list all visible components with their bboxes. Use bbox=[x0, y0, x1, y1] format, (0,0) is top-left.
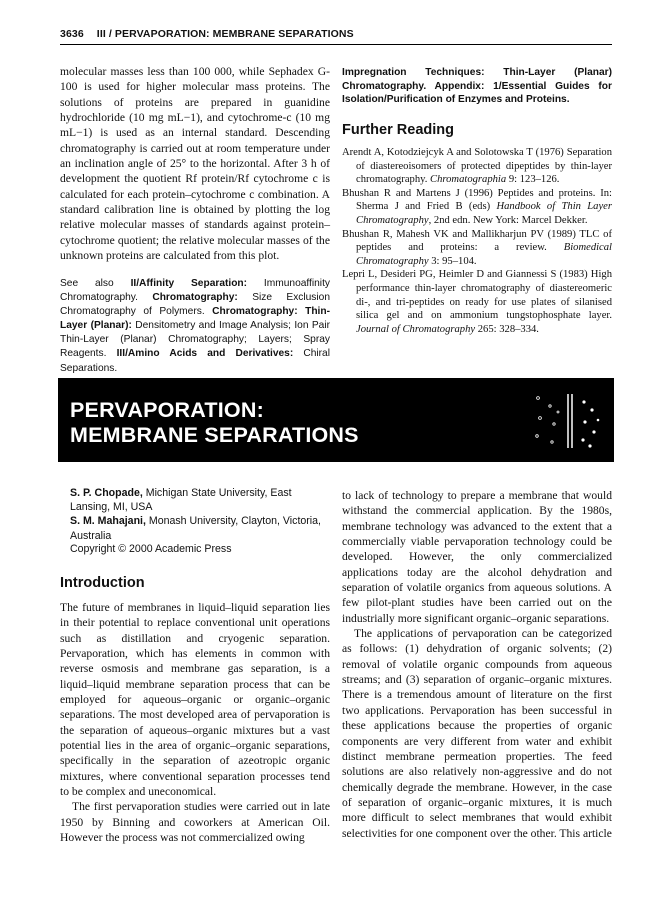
reference-journal: Handbook of Thin Layer Chromatography bbox=[356, 201, 612, 226]
author-affiliation: Michigan State University, East Lansing, MI, USA bbox=[70, 487, 292, 514]
running-title: III / PERVAPORATION: MEMBRANE SEPARATIONS bbox=[96, 28, 354, 40]
article-title bbox=[70, 398, 359, 447]
author-affiliation: Monash University, Clayton, Victoria, Australia bbox=[70, 515, 321, 542]
reference-journal: Journal of Chromatography bbox=[356, 323, 476, 335]
further-reading-heading: Further Reading bbox=[342, 122, 454, 138]
article-title-line: MEMBRANE SEPARATIONS bbox=[70, 422, 359, 447]
paragraph: molecular masses less than 100 000, while Sephadex G-100 is used for higher molecular mass proteins. The solutions of proteins are prepared in guanidine hydrochloride (10 mg mL−1), and cytochrome-c (10 mg mL−1) is used as an internal standard. Descending chromatography is carried out at room temperature under an inclination angle of 25° to the horizontal. After 3 h of development the quotient Rf protein/Rf cytochrome c is calculated for each protein–cytochrome c combination. A standard calibration line is obtained by plotting the log relative molecular masses of standards against protein–cytochrome quotient; the relative molecular masses of the unknown proteins are calculated from this plot. bbox=[60, 65, 330, 263]
paragraph: to lack of technology to prepare a membrane that would withstand the commercial application. By the 1980s, membrane technology was advanced to the extent that a commercially viable pervaporation technology could be developed. However, the only commercialized applications today are the alcohol dehydration and separation of volatile organics from aqueous solutions. A few pilot-plant studies have been carried out on the industrially more significant organic–organic separations. bbox=[342, 489, 612, 625]
author-entry bbox=[70, 486, 330, 514]
reference-tail: 265: 328–334. bbox=[475, 323, 539, 335]
reference-text: Lepri L, Desideri PG, Heimler D and Giannessi S (1983) High performance thin-layer chromatography of diastereomeric di-, and tri-peptides on ready for use plates of silanised silica gel and on ammonium tungstophosphate layer. bbox=[342, 269, 612, 322]
article-title-line: PERVAPORATION: bbox=[70, 398, 264, 422]
reference-list bbox=[342, 146, 612, 336]
author-entry bbox=[70, 514, 330, 542]
reference-tail: 9: 123–126. bbox=[506, 174, 560, 186]
paragraph: The applications of pervaporation can be categorized as follows: (1) dehydration of organic solvents; (2) removal of volatile organic compounds from aqueous streams; and (3) separation of organic–organic mixtures. There is a tremendous amount of literature on the first two applications. Pervaporation has been successful in these applications because the properties of organic components are very different from water and exhibit distinct membrane permeation properties. The feed solutions are also relatively non-aggressive and do not chemically degrade the membrane. However, in the case of separation of organic–organic mixtures, it is much more difficult to select membranes that would exhibit selectivities for one component over the other. This article bbox=[342, 627, 612, 840]
paragraph: The future of membranes in liquid–liquid separation lies in their potential to replace conventional unit operations such as distillation and cryogenic separation. Pervaporation, which has elements in common with reverse osmosis and membrane gas separation, is a liquid–liquid membrane separation process that can be employed for aqueous–organic or organic–organic separations. The most developed area of pervaporation is the separation of aqueous–organic mixtures but a vast potential lies in the area of organic–organic separations, specifically in the separation of azeotropic organic mixtures, where conventional separation processes tend to be complex and uneconomical. bbox=[60, 601, 330, 799]
see-also-link[interactable]: Chromatography: Thin-Layer (Planar): bbox=[60, 306, 330, 332]
reference-item bbox=[342, 187, 612, 228]
previous-article-text bbox=[60, 64, 330, 263]
header-rule bbox=[60, 44, 612, 45]
introduction-continued-text bbox=[342, 488, 612, 841]
running-header bbox=[60, 28, 612, 40]
reference-text: Bhushan R and Martens J (1996) Peptides and proteins. In: Sherma J and Fried B (eds) bbox=[342, 187, 612, 213]
see-also-lead: See also bbox=[60, 278, 114, 289]
author-name: S. M. Mahajani, bbox=[70, 515, 146, 528]
reference-journal: Chromatographia bbox=[430, 174, 507, 186]
see-also-continuation[interactable]: Impregnation Techniques: Thin-Layer (Planar) Chromatography. Appendix: 1/Essential Guides for Isolation/Purification of Enzymes and Proteins. bbox=[342, 67, 612, 106]
page-number: 3636 bbox=[60, 28, 84, 40]
author-name: S. P. Chopade, bbox=[70, 487, 143, 499]
see-also-link[interactable]: Chromatography: bbox=[137, 292, 238, 304]
membrane-logo-icon bbox=[528, 388, 608, 454]
see-also-text: Chiral Separations. bbox=[60, 348, 330, 374]
introduction-text bbox=[60, 600, 330, 846]
reference-tail: 3: 95–104. bbox=[428, 255, 477, 267]
paragraph: The first pervaporation studies were carried out in late 1950 by Binning and coworkers at American Oil. However the process was not commercialized owing bbox=[60, 800, 330, 845]
see-also-text: Size Exclusion Chromatography of Polymers. bbox=[60, 292, 330, 318]
see-also-block bbox=[60, 277, 330, 376]
see-also-link[interactable]: III/Amino Acids and Derivatives: bbox=[106, 348, 294, 360]
reference-item bbox=[342, 228, 612, 269]
author-block bbox=[70, 486, 330, 543]
reference-text: Arendt A, Kotodziejcyk A and Solotowska T (1976) Separation of diastereoisomers of protected dipeptides by thin-layer chromatography. bbox=[342, 147, 612, 186]
see-also-link[interactable]: II/Affinity Separation: bbox=[130, 278, 248, 289]
reference-item bbox=[342, 268, 612, 336]
reference-item bbox=[342, 146, 612, 187]
reference-text: Bhushan R, Mahesh VK and Mallikharjun PV (1989) TLC of peptides and proteins: a review. bbox=[342, 228, 612, 254]
see-also-text: Densitometry and Image Analysis; Ion Pair Thin-Layer (Planar) Chromatography; Layers; Spray Reagents. bbox=[60, 320, 330, 360]
reference-journal: Biomedical Chromatography bbox=[356, 242, 612, 267]
see-also-text: Immunoaffinity Chromatography. bbox=[60, 278, 330, 304]
reference-tail: , 2nd edn. New York: Marcel Dekker. bbox=[428, 214, 588, 226]
introduction-heading: Introduction bbox=[60, 575, 145, 591]
copyright-notice: Copyright © 2000 Academic Press bbox=[70, 543, 232, 555]
